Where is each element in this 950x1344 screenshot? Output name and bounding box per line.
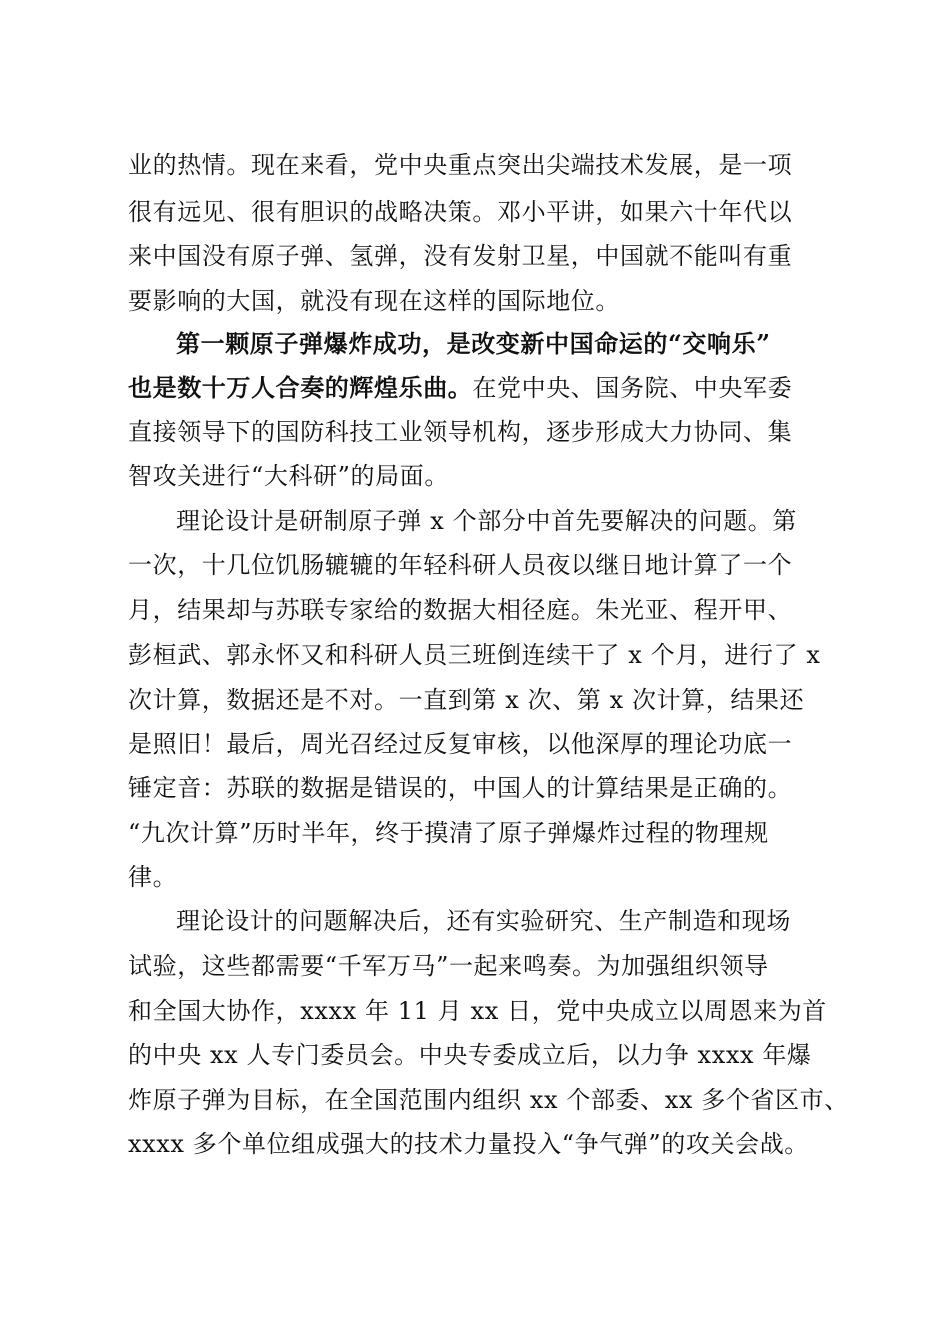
text-line: 月，结果却与苏联专家给的数据大相径庭。朱光亚、程开甲、 bbox=[128, 596, 793, 624]
text-line: 直接领导下的国防科技工业领导机构，逐步形成大力协同、集 bbox=[128, 418, 793, 446]
text-line: “九次计算”历时半年，终于摸清了原子弹爆炸过程的物理规 bbox=[128, 819, 769, 847]
text-line: 锤定音：苏联的数据是错误的，中国人的计算结果是正确的。 bbox=[128, 774, 793, 802]
text-line: 和全国大协作，xxxx 年 11 月 xx 日，党中央成立以周恩来为首 bbox=[128, 997, 827, 1025]
text-line: 彭桓武、郭永怀又和科研人员三班倒连续干了 x 个月，进行了 x bbox=[128, 641, 821, 669]
bold-phrase: 也是数十万人合奏的辉煌乐曲。 bbox=[128, 373, 473, 402]
text-line: 炸原子弹为目标，在全国范围内组织 xx 个部委、xx 多个省区市、 bbox=[128, 1086, 849, 1114]
text-line: 理论设计是研制原子弹 x 个部分中首先要解决的问题。第 bbox=[176, 507, 797, 535]
text-line: 试验，这些都需要“千军万马”一起来鸣奏。为加强组织领导 bbox=[128, 952, 769, 980]
text-line: 的中央 xx 人专门委员会。中央专委成立后，以力争 xxxx 年爆 bbox=[128, 1041, 812, 1069]
text-line: 业的热情。现在来看，党中央重点突出尖端技术发展，是一项 bbox=[128, 151, 793, 179]
text-line: 是照旧！最后，周光召经过反复审核，以他深厚的理论功底一 bbox=[128, 730, 793, 758]
text-line: 来中国没有原子弹、氢弹，没有发射卫星，中国就不能叫有重 bbox=[128, 242, 793, 270]
text-line: 很有远见、很有胆识的战略决策。邓小平讲，如果六十年代以 bbox=[128, 198, 793, 226]
text-line: xxxx 多个单位组成强大的技术力量投入“争气弹”的攻关会战。 bbox=[128, 1130, 809, 1158]
text-line: 智攻关进行“大科研”的局面。 bbox=[128, 462, 449, 490]
text-line: 理论设计的问题解决后，还有实验研究、生产制造和现场 bbox=[176, 907, 791, 935]
text-line: 要影响的大国，就没有现在这样的国际地位。 bbox=[128, 287, 620, 315]
text-line-bold: 第一颗原子弹爆炸成功，是改变新中国命运的“交响乐” bbox=[176, 329, 771, 358]
text-line: 律。 bbox=[128, 863, 178, 891]
text-line: 一次，十几位饥肠辘辘的年轻科研人员夜以继日地计算了一个 bbox=[128, 551, 793, 579]
text-line: 次计算，数据还是不对。一直到第 x 次、第 x 次计算，结果还 bbox=[128, 686, 805, 714]
phrase: 在党中央、国务院、中央军委 bbox=[472, 374, 793, 402]
text-line-mixed bbox=[128, 371, 792, 405]
